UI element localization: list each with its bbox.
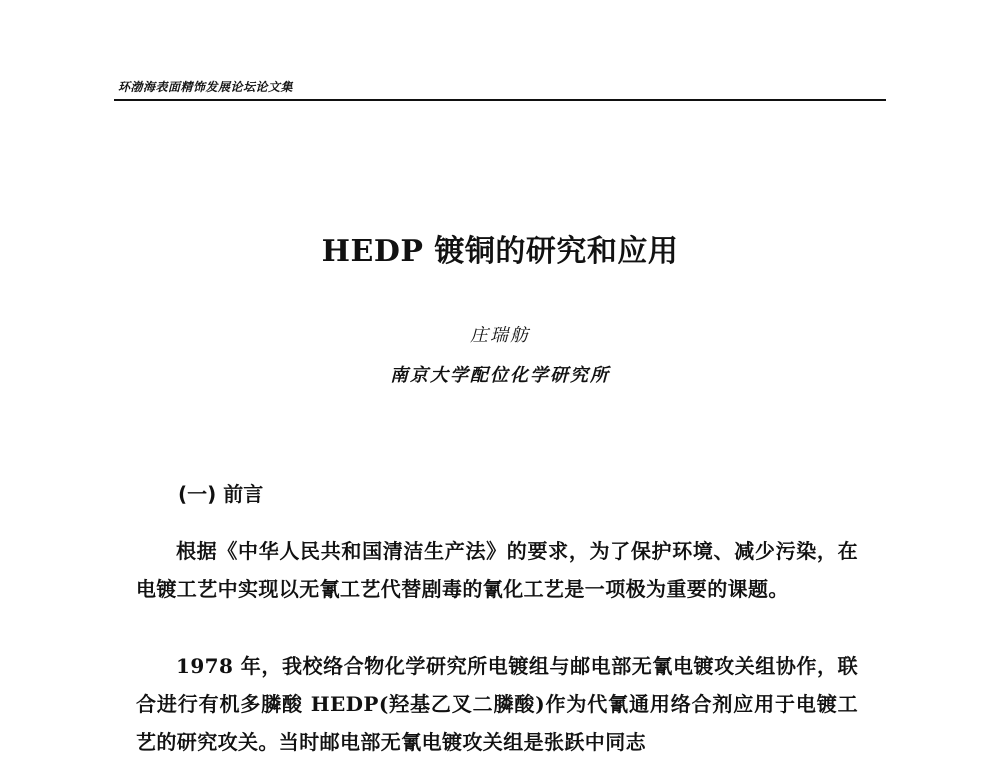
paper-affiliation: 南京大学配位化学研究所 [390, 365, 610, 386]
running-head: 环渤海表面精饰发展论坛论文集 [118, 80, 294, 94]
paper-author: 庄瑞舫 [470, 325, 530, 346]
section-heading: (一) 前言 [178, 482, 264, 506]
body-paragraph: 1978 年，我校络合物化学研究所电镀组与邮电部无氰电镀攻关组协作，联合进行有机多膦酸 HEDP(羟基乙叉二膦酸)作为代氰通用络合剂应用于电镀工艺的研究攻关。当时邮电部无氰电镀攻关组是张跃中同志 [136, 654, 858, 754]
header-rule [114, 99, 886, 101]
paper-title: HEDP 镀铜的研究和应用 [321, 234, 679, 269]
body-paragraph: 根据《中华人民共和国清洁生产法》的要求，为了保护环境、减少污染，在电镀工艺中实现以无氰工艺代替剧毒的氰化工艺是一项极为重要的课题。 [136, 539, 858, 601]
